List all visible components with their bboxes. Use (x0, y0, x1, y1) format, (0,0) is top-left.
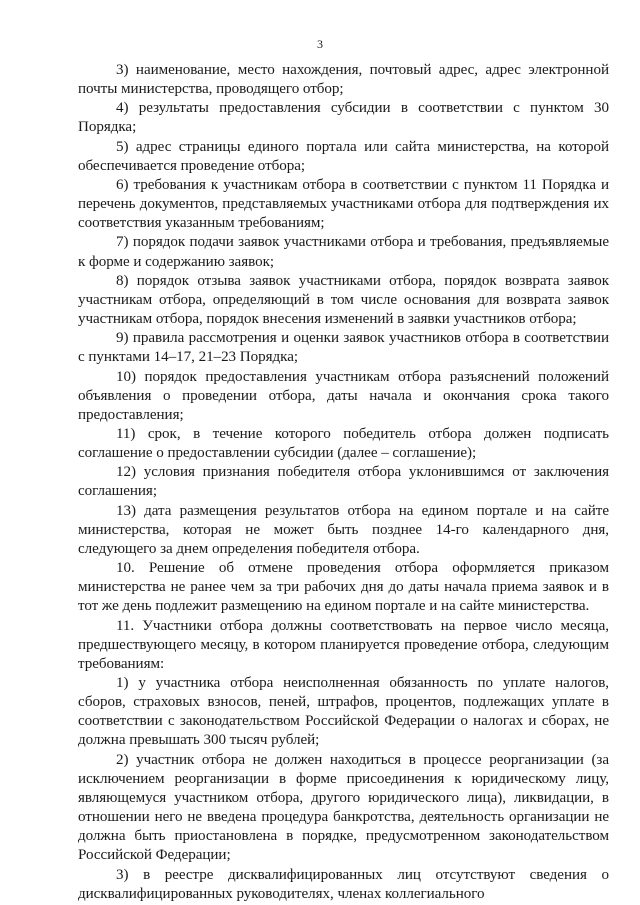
list-item: 2) участник отбора не должен находиться в процессе реорганизации (за исключением реорганизации в форме присоединения к юридическому лицу, являющемуся участником отбора, другого юридического лица), ликвидации, в отношении него не введена процедура банкротства, деятельность организации не должна быть приостановлена в порядке, предусмотренном законодательством Российской Федерации; (78, 751, 609, 864)
list-item: 11) срок, в течение которого победитель отбора должен подписать соглашение о предоставлении субсидии (далее – соглашение); (78, 425, 609, 462)
list-item: 7) порядок подачи заявок участниками отбора и требования, предъявляемые к форме и содержанию заявок; (78, 234, 609, 270)
list-item: 13) дата размещения результатов отбора на едином портале и на сайте министерства, которая не может быть позднее 14-го календарного дня, следующего за днем определения победителя отбора. (78, 502, 609, 557)
list-item: 5) адрес страницы единого портала или сайта министерства, на которой обеспечивается проведение отбора; (78, 138, 609, 174)
document-body (78, 61, 609, 904)
section-paragraph: 10. Решение об отмене проведения отбора оформляется приказом министерства не ранее чем за три рабочих дня до даты начала приема заявок и в тот же день подлежит размещению на едином портале и на сайте министерства. (78, 560, 609, 615)
list-item: 8) порядок отзыва заявок участниками отбора, порядок возврата заявок участникам отбора, определяющий в том числе основания для возврата заявок участникам отбора, порядок внесения изменений в заявки участников отбора; (78, 272, 609, 328)
list-item: 4) результаты предоставления субсидии в соответствии с пунктом 30 Порядка; (78, 100, 609, 136)
list-item: 6) требования к участникам отбора в соответствии с пунктом 11 Порядка и перечень документов, представляемых участниками отбора для подтверждения их соответствия указанным требованиям; (78, 176, 609, 232)
list-item: 3) в реестре дисквалифицированных лиц отсутствуют сведения о дисквалифицированных руководителях, членах коллегиального (78, 866, 609, 902)
list-item: 1) у участника отбора неисполненная обязанность по уплате налогов, сборов, страховых взносов, пеней, штрафов, процентов, подлежащих уплате в соответствии с законодательством Российской Федерации о налогах и сборах, не должна превышать 300 тысяч рублей; (78, 675, 609, 749)
list-item: 3) наименование, место нахождения, почтовый адрес, адрес электронной почты министерства, проводящего отбор; (78, 62, 609, 98)
list-item: 12) условия признания победителя отбора уклонившимся от заключения соглашения; (78, 464, 609, 500)
page-number: 3 (317, 37, 323, 51)
list-item: 10) порядок предоставления участникам отбора разъяснений положений объявления о проведении отбора, даты начала и окончания срока такого предоставления; (78, 368, 609, 423)
section-paragraph: 11. Участники отбора должны соответствовать на первое число месяца, предшествующего месяцу, в котором планируется проведение отбора, следующим требованиям: (78, 617, 609, 672)
list-item: 9) правила рассмотрения и оценки заявок участников отбора в соответствии с пунктами 14–17, 21–23 Порядка; (78, 330, 609, 366)
